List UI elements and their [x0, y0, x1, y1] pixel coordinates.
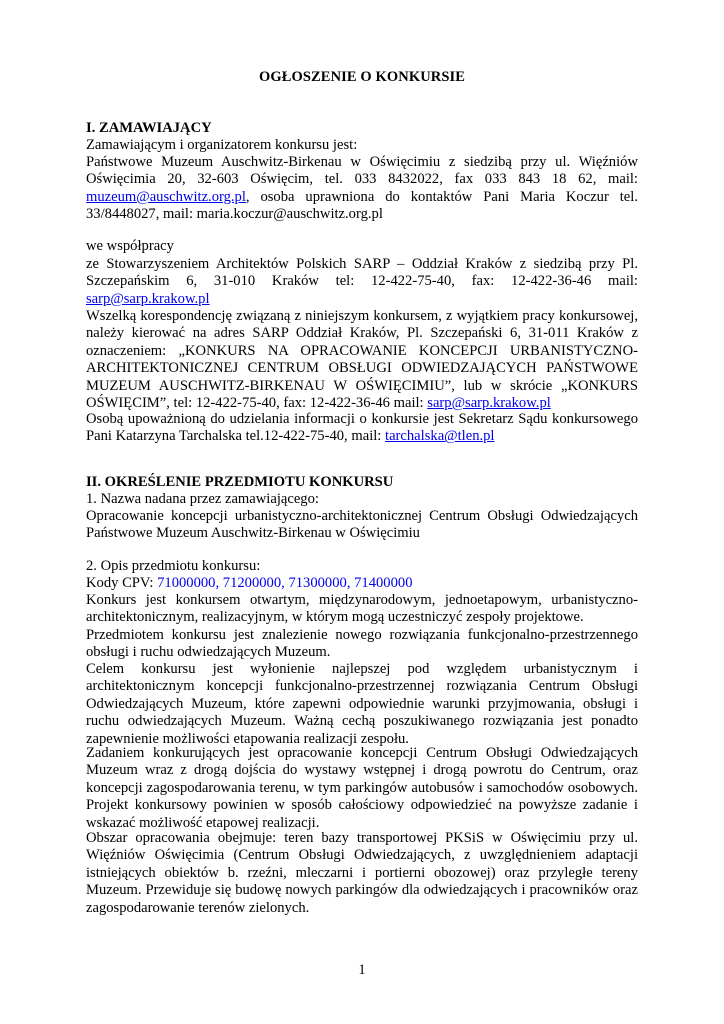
museum-email-link[interactable]: muzeum@auschwitz.org.pl	[86, 188, 246, 205]
correspondence-paragraph	[86, 308, 638, 412]
cooperation-label: we współpracy	[86, 238, 174, 254]
correspondence-email-link[interactable]: sarp@sarp.krakow.pl	[427, 395, 551, 412]
cpv-codes-line	[86, 575, 638, 592]
organizer-paragraph	[86, 154, 638, 224]
document-title: OGŁOSZENIE O KONKURSIE	[258, 69, 466, 85]
organizer-text: Państwowe Muzeum Auschwitz-Birkenau w Oświęcimiu z siedzibą przy ul. Więźniów Oświęcimia 20, 32-603 Oświęcim, tel. 033 8432022, fax 033 843 18 62, mail:	[86, 154, 638, 188]
section-1-heading: I. ZAMAWIAJĄCY	[86, 120, 212, 136]
paragraph-5: Obszar opracowania obejmuje: teren bazy transportowej PKSiS w Oświęcimiu przy ul. Więźniów Oświęcimia (Centrum Obsługi Odwiedzających, z uwzględnieniem adaptacji istniejących obiektów b. rzeźni, mleczarni i portierni obozowej) oraz przyległe tereny Muzeum. Przewiduje się budowę nowych parkingów dla odwiedzających i pracowników oraz zagospodarowanie terenów zielonych.	[86, 830, 638, 916]
correspondence-text: Wszelką korespondencję związaną z niniejszym konkursem, z wyjątkiem pracy konkursowej, należy kierować na adres SARP Oddział Kraków, Pl. Szczepański 6, 31-011 Kraków z oznaczeniem: „KONKURS NA OPRACOWANIE KONCEPCJI URBANISTYCZNO-ARCHITEKTONICZNEJ CENTRUM OBSŁUGI ODWIEDZAJĄCYCH PAŃSTWOWE MUZEUM AUSCHWITZ-BIRKENAU W OŚWIĘCIMIU”, lub w skrócie „KONKURS OŚWIĘCIM”, tel: 12-422-75-40, fax: 12-422-36-46 mail:	[86, 308, 638, 412]
sarp-text: ze Stowarzyszeniem Architektów Polskich SARP – Oddział Kraków z siedzibą przy Pl. Szczepańskim 6, 31-010 Kraków tel: 12-422-75-40, fax: 12-422-36-46 mail:	[86, 256, 638, 290]
section-2-heading: II. OKREŚLENIE PRZEDMIOTU KONKURSU	[86, 474, 394, 490]
paragraph-2: Przedmiotem konkursu jest znalezienie nowego rozwiązania funkcjonalno-przestrzennego obsługi i ruchu odwiedzających Muzeum.	[86, 627, 638, 661]
sarp-paragraph	[86, 256, 638, 308]
item-1-label: 1. Nazwa nadana przez zamawiającego:	[86, 491, 319, 507]
item-2-label: 2. Opis przedmiotu konkursu:	[86, 558, 261, 574]
contact-text: Osobą upoważnioną do udzielania informacji o konkursie jest Sekretarz Sądu konkursowego Pani Katarzyna Tarchalska tel.12-422-75-40, mail:	[86, 411, 638, 445]
contact-paragraph	[86, 411, 638, 446]
contact-email-link[interactable]: tarchalska@tlen.pl	[385, 428, 495, 445]
paragraph-1: Konkurs jest konkursem otwartym, międzynarodowym, jednoetapowym, urbanistyczno-architektonicznym, realizacyjnym, w którym mogą uczestniczyć zespoły projektowe.	[86, 592, 638, 626]
cpv-codes: 71000000, 71200000, 71300000, 71400000	[157, 575, 413, 591]
section-1-intro: Zamawiającym i organizatorem konkursu jest:	[86, 137, 358, 153]
organizer-text-2: , osoba uprawniona do kontaktów Pani Maria Koczur tel. 33/8448027, mail: maria.koczur@auschwitz.org.pl	[86, 188, 638, 223]
page-number: 1	[358, 962, 366, 978]
sarp-email-link[interactable]: sarp@sarp.krakow.pl	[86, 290, 210, 307]
cpv-label: Kody CPV:	[86, 575, 158, 591]
paragraph-3: Celem konkursu jest wyłonienie najlepszej pod względem urbanistycznym i architektonicznym koncepcji funkcjonalno-przestrzennej rozwiązania Centrum Obsługi Odwiedzających Muzeum, które zapewni odpowiednie warunki przyjmowania, obsługi i ruchu odwiedzających Muzeum. Ważną cechą poszukiwanego rozwiązania jest ponadto zapewnienie możliwości etapowania realizacji zespołu.	[86, 661, 638, 747]
paragraph-4: Zadaniem konkurujących jest opracowanie koncepcji Centrum Obsługi Odwiedzających Muzeum wraz z drogą dojścia do wystawy wstępnej i drogą powrotu do Centrum, oraz koncepcji zagospodarowania terenu, w tym parkingów autobusów i samochodów osobowych. Projekt konkursowy powinien w sposób całościowy odpowiedzieć na powyższe zadanie i wskazać możliwość etapowej realizacji.	[86, 745, 638, 831]
competition-name: Opracowanie koncepcji urbanistyczno-architektonicznej Centrum Obsługi Odwiedzających Państwowe Muzeum Auschwitz-Birkenau w Oświęcimiu	[86, 508, 638, 542]
